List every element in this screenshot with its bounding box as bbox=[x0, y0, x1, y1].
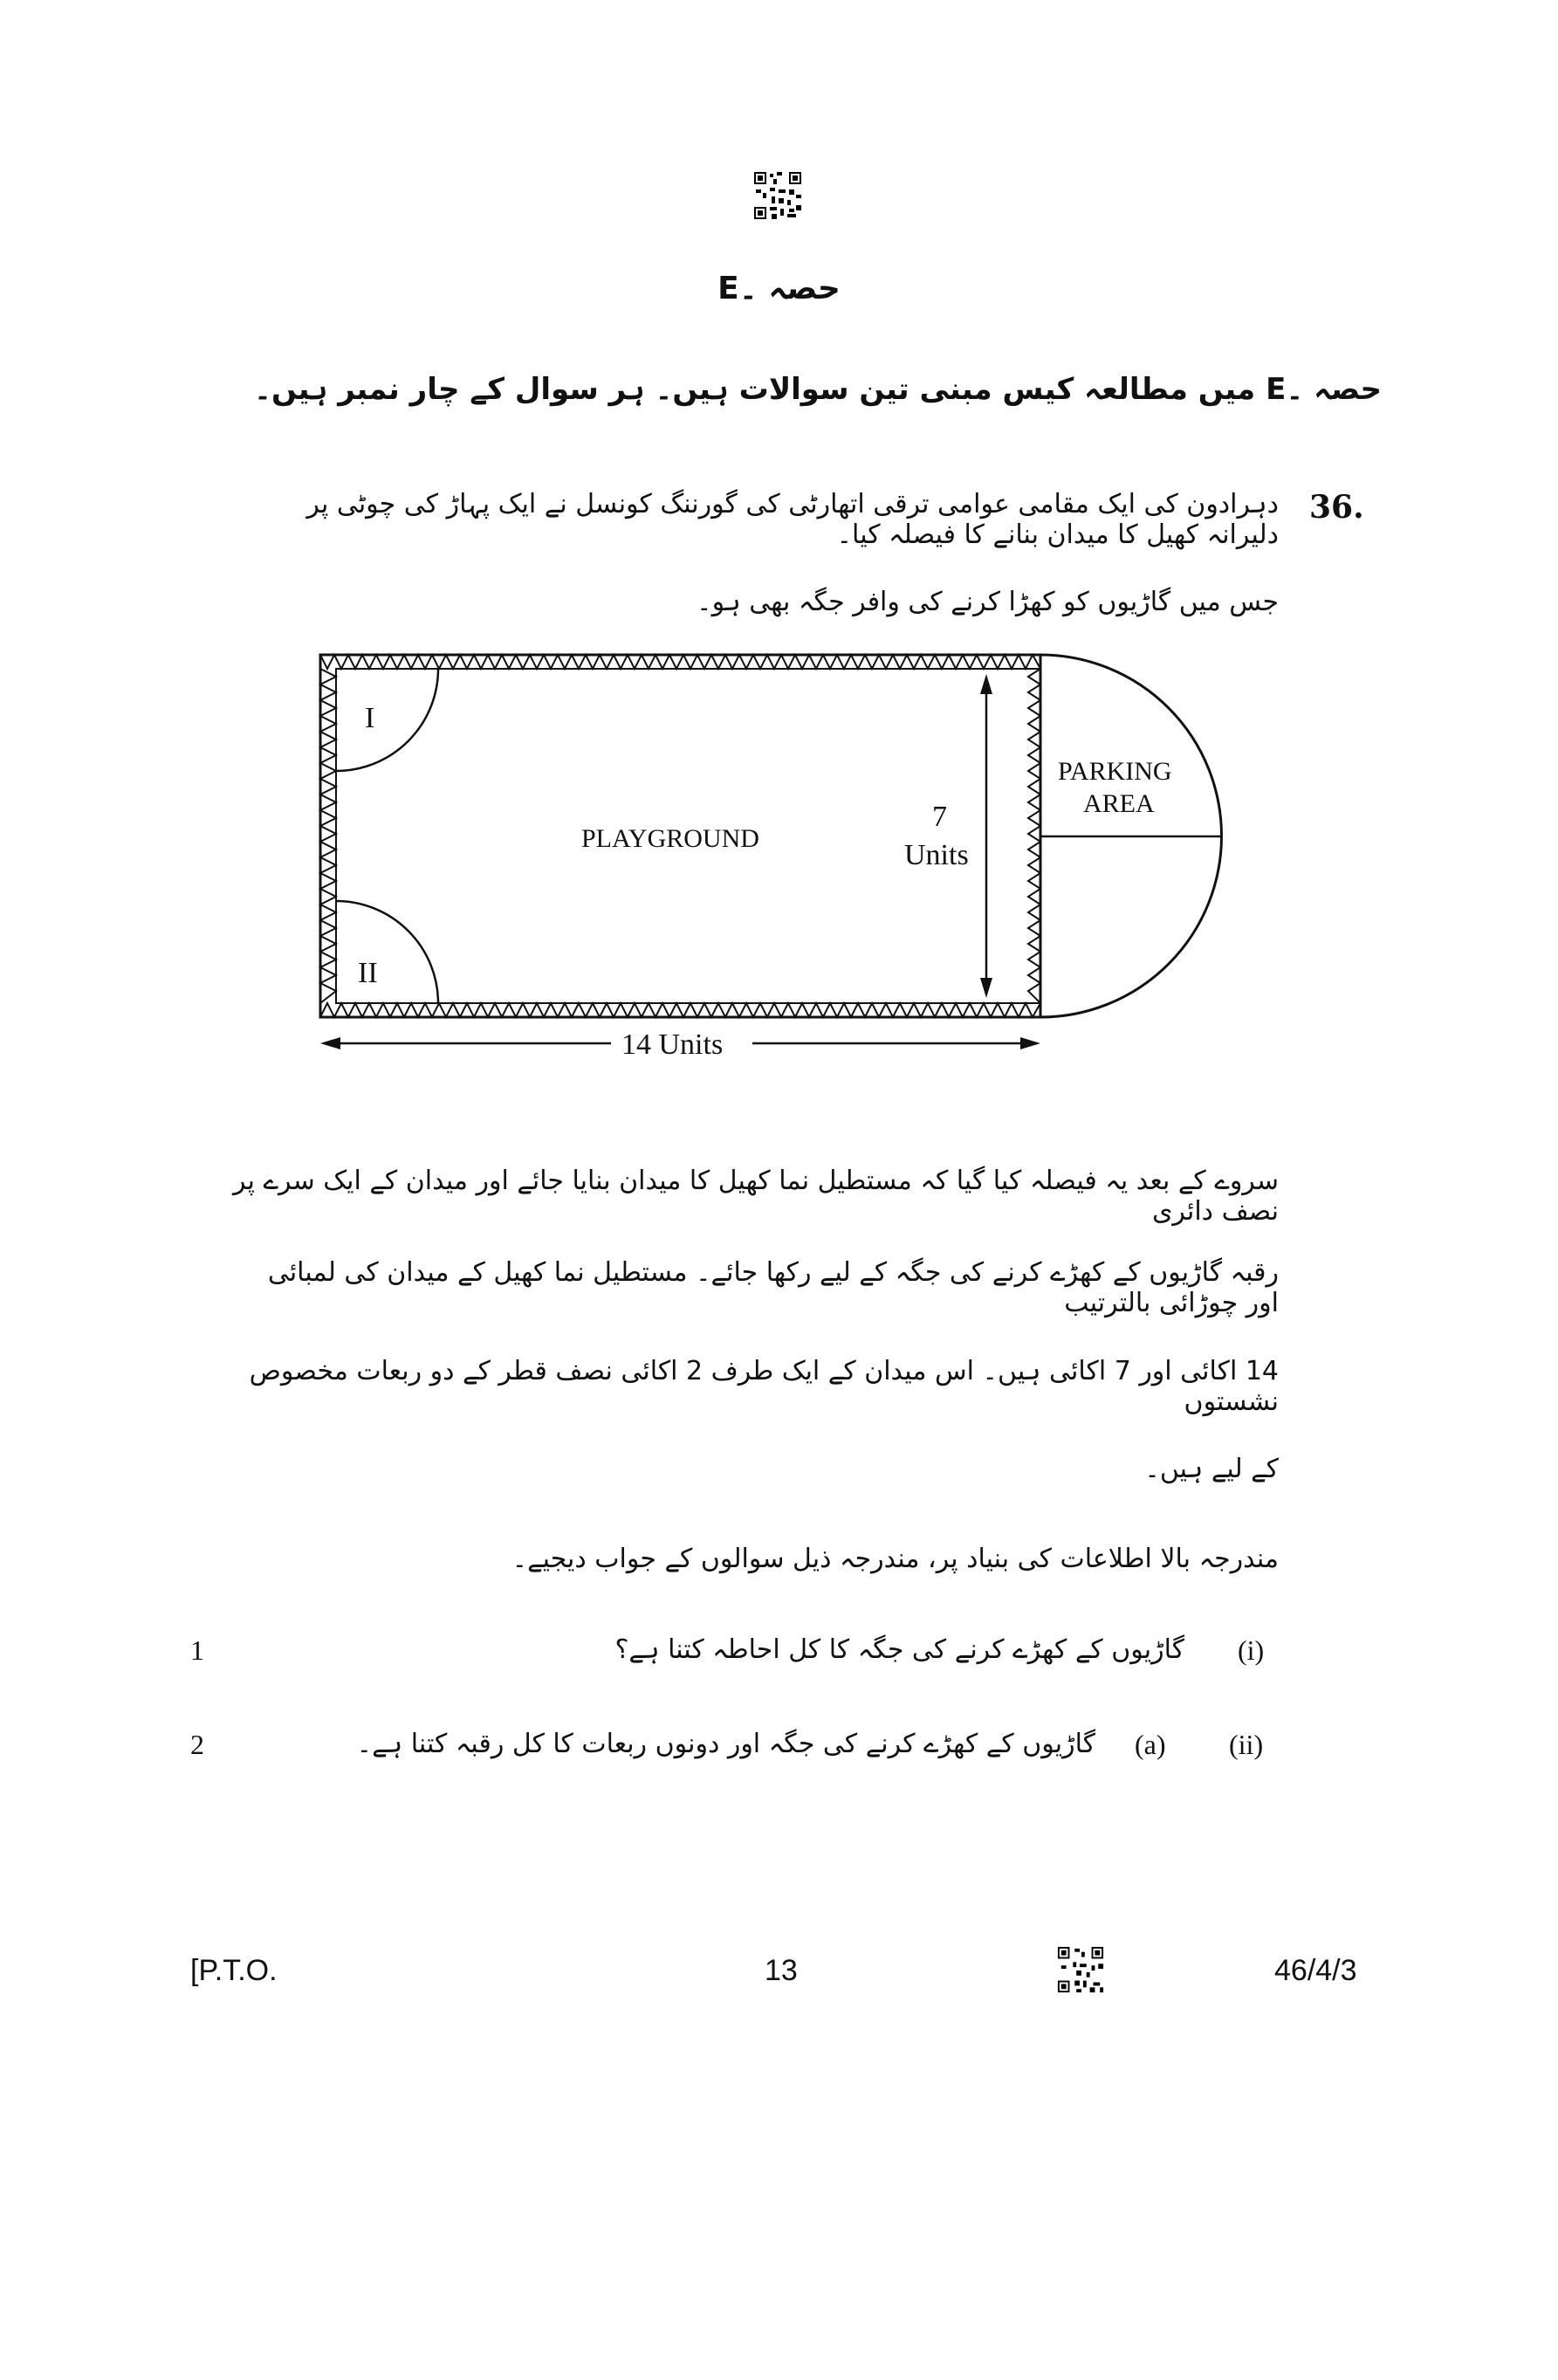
height-arrow-head-bottom bbox=[980, 978, 992, 998]
part-i-marks: 1 bbox=[190, 1634, 204, 1666]
question-prompt: مندرجہ بالا اطلاعات کی بنیاد پر، مندرجہ ذیل سوالوں کے جواب دیجیے۔ bbox=[511, 1544, 1279, 1574]
section-instruction: حصہ ۔E میں مطالعہ کیس مبنی تین سوالات ہیں۔ ہر سوال کے چار نمبر ہیں۔ bbox=[254, 372, 1382, 407]
height-unit-label: Units bbox=[904, 839, 969, 871]
parking-label-line-1: PARKING bbox=[1058, 757, 1172, 786]
quadrant-one-label: I bbox=[365, 702, 375, 734]
question-number: 36. bbox=[1309, 489, 1364, 526]
question-intro-line-2: جس میں گاڑیوں کو کھڑا کرنے کی وافر جگہ بھی ہو۔ bbox=[697, 587, 1279, 617]
qr-code-top bbox=[752, 170, 803, 221]
quadrant-two-label: II bbox=[358, 957, 378, 989]
body-line-1: سروے کے بعد یہ فیصلہ کیا گیا کہ مستطیل نما کھیل کا میدان بنایا جائے اور میدان کے ایک سرے پر نصف دائری bbox=[233, 1166, 1279, 1227]
zigzag-left bbox=[320, 669, 336, 1003]
width-label: 14 Units bbox=[621, 1028, 724, 1061]
pto-label: [P.T.O. bbox=[190, 1954, 278, 1987]
quadrant-two bbox=[336, 901, 438, 1003]
body-line-4: کے لیے ہیں۔ bbox=[1144, 1454, 1279, 1484]
page-number: 13 bbox=[765, 1954, 798, 1987]
qr-code-footer bbox=[1056, 1945, 1105, 1994]
part-i-label: (i) bbox=[1238, 1634, 1265, 1666]
paper-code: 46/4/3 bbox=[1274, 1954, 1357, 1987]
zigzag-top bbox=[320, 655, 1040, 669]
part-ii-a-text: گاڑیوں کے کھڑے کرنے کی جگہ اور دونوں ربعات کا کل رقبہ کتنا ہے۔ bbox=[356, 1729, 1095, 1759]
parking-label-line-2: AREA bbox=[1083, 789, 1155, 818]
body-line-2: رقبہ گاڑیوں کے کھڑے کرنے کی جگہ کے لیے رکھا جائے۔ مستطیل نما کھیل کے میدان کی لمبائی اور چوڑائی بالترتیب bbox=[267, 1257, 1279, 1318]
height-value-label: 7 bbox=[932, 801, 947, 833]
playground-label: PLAYGROUND bbox=[581, 824, 759, 853]
section-title: حصہ ۔E bbox=[717, 271, 841, 306]
part-ii-label: (ii) bbox=[1229, 1729, 1264, 1760]
body-line-3: 14 اکائی اور 7 اکائی ہیں۔ اس میدان کے ایک طرف 2 اکائی نصف قطر کے دو ربعات مخصوص نشستوں bbox=[249, 1356, 1279, 1417]
part-i-text: گاڑیوں کے کھڑے کرنے کی جگہ کا کل احاطہ کتنا ہے؟ bbox=[614, 1634, 1184, 1665]
zigzag-right bbox=[1028, 669, 1040, 1003]
playground-diagram bbox=[305, 646, 1248, 1065]
question-intro-line-1: دہرادون کی ایک مقامی عوامی ترقی اتھارٹی کی گورننگ کونسل نے ایک پہاڑ کی چوٹی پر دلیرانہ کھیل کا میدان بنانے کا فیصلہ کیا۔ bbox=[306, 489, 1279, 550]
quadrant-one bbox=[336, 669, 438, 771]
zigzag-bottom bbox=[320, 1003, 1040, 1017]
part-ii-a-marks: 2 bbox=[190, 1729, 204, 1760]
height-arrow-head-top bbox=[980, 674, 992, 694]
width-arrow-head-left bbox=[320, 1037, 340, 1049]
width-arrow-head-right bbox=[1020, 1037, 1040, 1049]
part-ii-a-label: (a) bbox=[1135, 1729, 1166, 1760]
